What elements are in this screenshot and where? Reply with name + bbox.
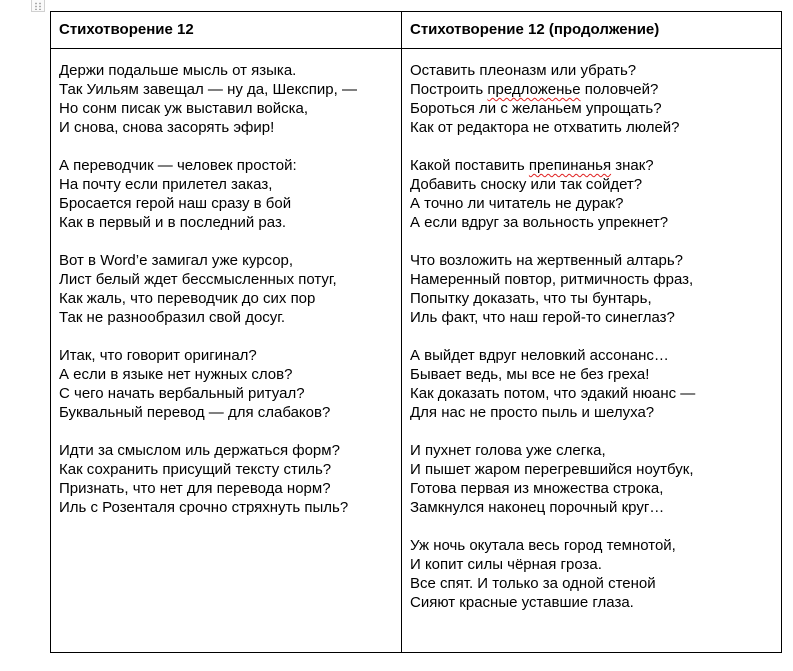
stanza [410, 536, 773, 612]
poem-line: На почту если прилетел заказ, [59, 176, 273, 193]
poem-line: Но сонм писак уж выставил войска, [59, 100, 309, 117]
stanza [410, 156, 773, 232]
poem-line: Так не разнообразил свой досуг. [59, 309, 286, 326]
poem-line: Уж ночь окутала весь город темнотой, [410, 537, 676, 554]
poem-line: И пухнет голова уже слегка, [410, 442, 606, 459]
stanza [59, 346, 393, 422]
poem-line: С чего начать вербальный ритуал? [59, 385, 305, 402]
poem-line: Как от редактора не отхватить люлей? [410, 119, 680, 136]
stanza [410, 346, 773, 422]
spellcheck-flagged-word[interactable]: предложенье [487, 81, 581, 98]
poem-line: Замкнулся наконец порочный круг… [410, 499, 665, 516]
poem-line: А переводчик — человек простой: [59, 157, 297, 174]
poem-line: Попытку доказать, что ты бунтарь, [410, 290, 652, 307]
poem-line: Бороться ли с желаньем упрощать? [410, 100, 662, 117]
poem-line: Построить предложенье половчей? [410, 81, 659, 98]
poem-line: Буквальный перевод — для слабаков? [59, 404, 331, 421]
poem-line: Какой поставить препинанья знак? [410, 157, 654, 174]
poem-line: А точно ли читатель не дурак? [410, 195, 624, 212]
poem-line: Идти за смыслом иль держаться форм? [59, 442, 340, 459]
column-header[interactable]: Стихотворение 12 [51, 12, 402, 49]
poem-line: Как жаль, что переводчик до сих пор [59, 290, 316, 307]
poem-line: Все спят. И только за одной стеной [410, 575, 656, 592]
column-header[interactable]: Стихотворение 12 (продолжение) [402, 12, 782, 49]
stanza [59, 61, 393, 137]
poem-line: Что возложить на жертвенный алтарь? [410, 252, 683, 269]
poem-line: А если вдруг за вольность упрекнет? [410, 214, 669, 231]
stanza [59, 441, 393, 517]
poem-table [50, 11, 782, 653]
poem-line: Как доказать потом, что эдакий нюанс — [410, 385, 696, 402]
poem-cell-left[interactable] [51, 49, 402, 653]
poem-line: И снова, снова засорять эфир! [59, 119, 275, 136]
poem-line: Иль с Розенталя срочно стряхнуть пыль? [59, 499, 349, 516]
poem-line: Добавить сноску или так сойдет? [410, 176, 643, 193]
poem-line: А если в языке нет нужных слов? [59, 366, 293, 383]
poem-line: Держи подальше мысль от языка. [59, 62, 297, 79]
poem-line: Готова первая из множества строка, [410, 480, 664, 497]
poem-line: Итак, что говорит оригинал? [59, 347, 257, 364]
stanza [59, 251, 393, 327]
poem-line: Признать, что нет для перевода норм? [59, 480, 331, 497]
poem-line: Для нас не просто пыль и шелуха? [410, 404, 655, 421]
poem-line: Оставить плеоназм или убрать? [410, 62, 637, 79]
poem-line: Иль факт, что наш герой-то синеглаз? [410, 309, 675, 326]
poem-cell-right[interactable] [402, 49, 782, 653]
poem-line: Как в первый и в последний раз. [59, 214, 286, 231]
stanza [410, 61, 773, 137]
stanza [410, 251, 773, 327]
poem-line: Лист белый ждет бессмысленных потуг, [59, 271, 337, 288]
table-drag-handle[interactable] [31, 0, 45, 12]
poem-line: Бросается герой наш сразу в бой [59, 195, 292, 212]
poem-line: Вот в Word’е замигал уже курсор, [59, 252, 294, 269]
poem-line: Бывает ведь, мы все не без греха! [410, 366, 650, 383]
poem-line: А выйдет вдруг неловкий ассонанс… [410, 347, 669, 364]
stanza [410, 441, 773, 517]
poem-line: Намеренный повтор, ритмичность фраз, [410, 271, 694, 288]
drag-dots-icon [34, 2, 42, 10]
poem-line: И пышет жаром перегревшийся ноутбук, [410, 461, 694, 478]
table-header-row [51, 12, 782, 49]
poem-line: И копит силы чёрная гроза. [410, 556, 602, 573]
poem-line: Так Уильям завещал — ну да, Шекспир, — [59, 81, 357, 98]
poem-line: Сияют красные уставшие глаза. [410, 594, 634, 611]
stanza [59, 156, 393, 232]
spellcheck-flagged-word[interactable]: препинанья [528, 157, 612, 174]
poem-line: Как сохранить присущий тексту стиль? [59, 461, 332, 478]
table-body-row [51, 49, 782, 653]
